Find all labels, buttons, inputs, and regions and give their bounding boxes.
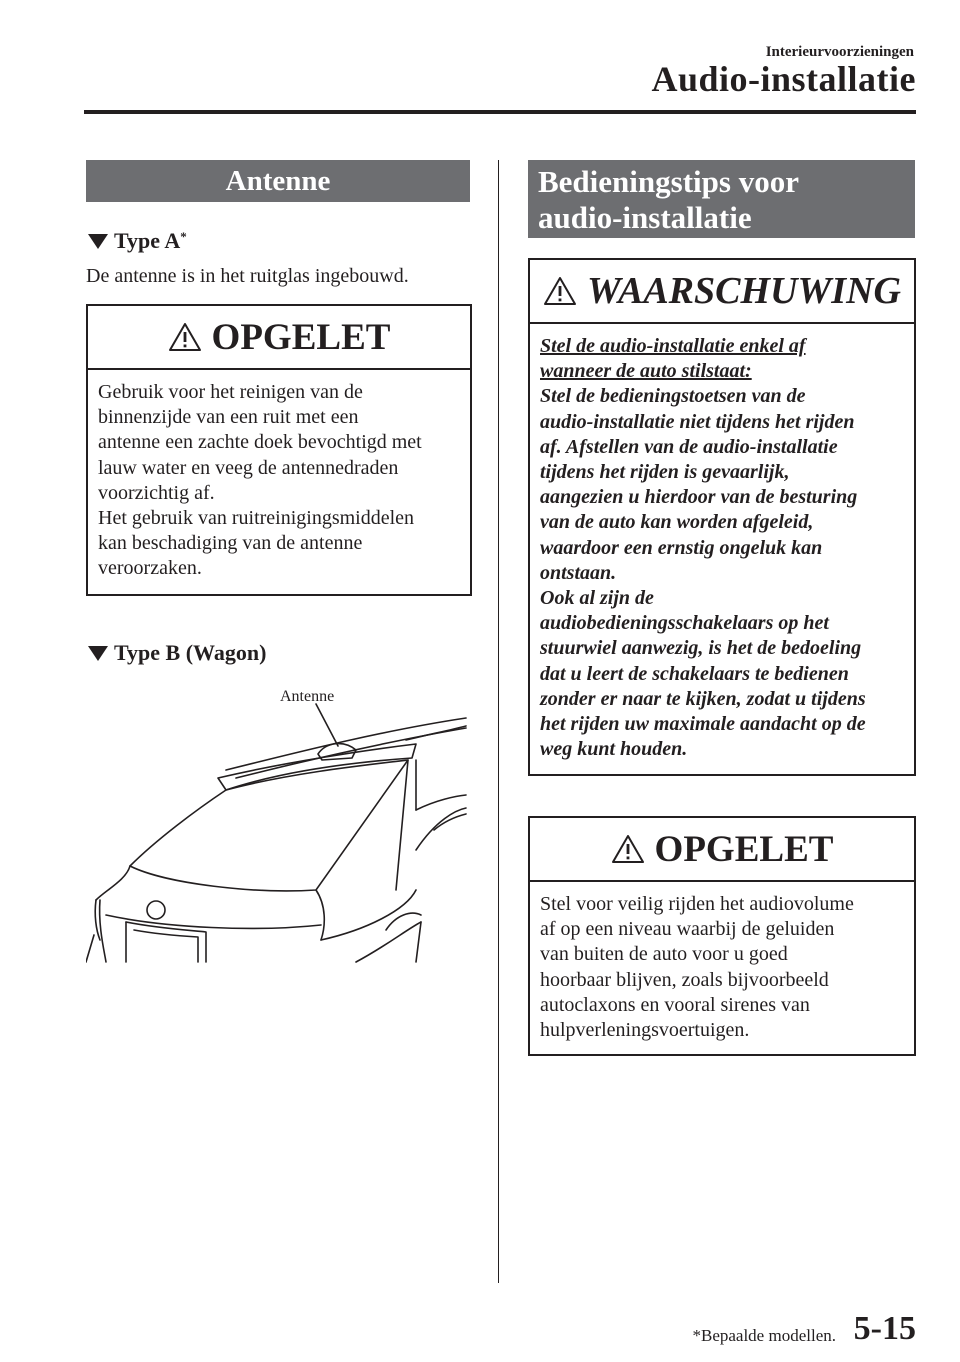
warning-triangle-icon: [611, 834, 645, 864]
warning-line: stuurwiel aanwezig, is het de bedoeling: [540, 637, 862, 660]
warning-box: [528, 258, 916, 776]
figure-label-antenne: Antenne: [280, 688, 335, 705]
caution-box-left: [86, 304, 472, 596]
warning-line: ontstaan.: [540, 561, 617, 584]
warning-underlined-line: wanneer de auto stilstaat:: [540, 360, 752, 383]
wagon-rear-illustration: [86, 700, 470, 966]
caution-line: van buiten de auto voor u goed: [540, 943, 788, 966]
caution-header: [530, 818, 914, 882]
caution-line: voorzichtig af.: [98, 481, 215, 504]
caution-header: [88, 306, 470, 370]
warning-line: tijdens het rijden is gevaarlijk,: [540, 461, 790, 484]
footnote: *Bepaalde modellen.: [692, 1326, 836, 1345]
warning-line: audio-installatie niet tijdens het rijden: [540, 410, 855, 433]
type-a-text: De antenne is in het ruitglas ingebouwd.: [86, 265, 409, 287]
bedieningstips-heading: [528, 160, 915, 238]
warning-triangle-icon: [543, 276, 577, 306]
warning-title: WAARSCHUWING: [587, 270, 901, 312]
caution-line: kan beschadiging van de antenne: [98, 532, 363, 555]
antenne-heading: Antenne: [86, 160, 470, 202]
caution-line: Gebruik voor het reinigen van de: [98, 381, 363, 403]
caution-line: Het gebruik van ruitreinigingsmiddelen: [98, 507, 415, 530]
type-b-heading: [88, 640, 266, 666]
warning-line: aangezien u hierdoor van de besturing: [540, 486, 858, 509]
heading-line: Bedieningstips voor: [538, 164, 799, 199]
caution-line: veroorzaken.: [98, 557, 202, 580]
caution-line: binnenzijde van een ruit met een: [98, 406, 359, 429]
warning-line: af. Afstellen van de audio-installatie: [540, 435, 838, 458]
caution-line: hoorbaar blijven, zoals bijvoorbeeld: [540, 968, 829, 991]
caution-body: [88, 370, 470, 582]
chapter-title: Audio-installatie: [651, 59, 916, 99]
type-a-asterisk: *: [180, 229, 187, 244]
warning-line: Stel de bedieningstoetsen van de: [540, 385, 806, 408]
column-divider: [498, 160, 499, 1283]
warning-line: Ook al zijn de: [540, 587, 654, 610]
caution-line: af op een niveau waarbij de geluiden: [540, 918, 835, 941]
triangle-bullet-icon: [88, 234, 108, 249]
warning-line: weg kunt houden.: [540, 738, 688, 761]
warning-line: het rijden uw maximale aandacht op de: [540, 713, 866, 736]
warning-body: [530, 324, 914, 762]
caution-line: Stel voor veilig rijden het audiovolume: [540, 893, 854, 915]
warning-line: waardoor een ernstig ongeluk kan: [540, 536, 823, 559]
heading-line: audio-installatie: [538, 200, 752, 235]
header-rule: [84, 110, 916, 114]
caution-title: OPGELET: [211, 316, 391, 358]
warning-line: dat u leert de schakelaars te bedienen: [540, 662, 849, 685]
warning-line: van de auto kan worden afgeleid,: [540, 511, 814, 534]
type-a-label: Type A: [114, 228, 181, 253]
warning-triangle-icon: [168, 322, 202, 352]
warning-underlined-line: Stel de audio-installatie enkel af: [540, 335, 806, 357]
warning-line: audiobedieningsschakelaars op het: [540, 612, 829, 635]
section-title: Interieurvoorzieningen: [765, 44, 914, 60]
caution-line: lauw water en veeg de antennedraden: [98, 456, 399, 479]
type-a-heading: [88, 228, 187, 254]
caution-line: hulpverleningsvoertuigen.: [540, 1019, 750, 1042]
warning-line: zonder er naar te kijken, zodat u tijdens: [540, 687, 866, 710]
caution-box-right: [528, 816, 916, 1056]
triangle-bullet-icon: [88, 646, 108, 661]
caution-line: antenne een zachte doek bevochtigd met: [98, 431, 422, 454]
warning-header: [530, 260, 914, 324]
caution-line: autoclaxons en vooral sirenes van: [540, 993, 810, 1016]
type-b-label: Type B (Wagon): [114, 640, 267, 665]
caution-title: OPGELET: [654, 828, 834, 870]
page-number: 5-15: [853, 1310, 916, 1347]
caution-body: [530, 882, 914, 1043]
